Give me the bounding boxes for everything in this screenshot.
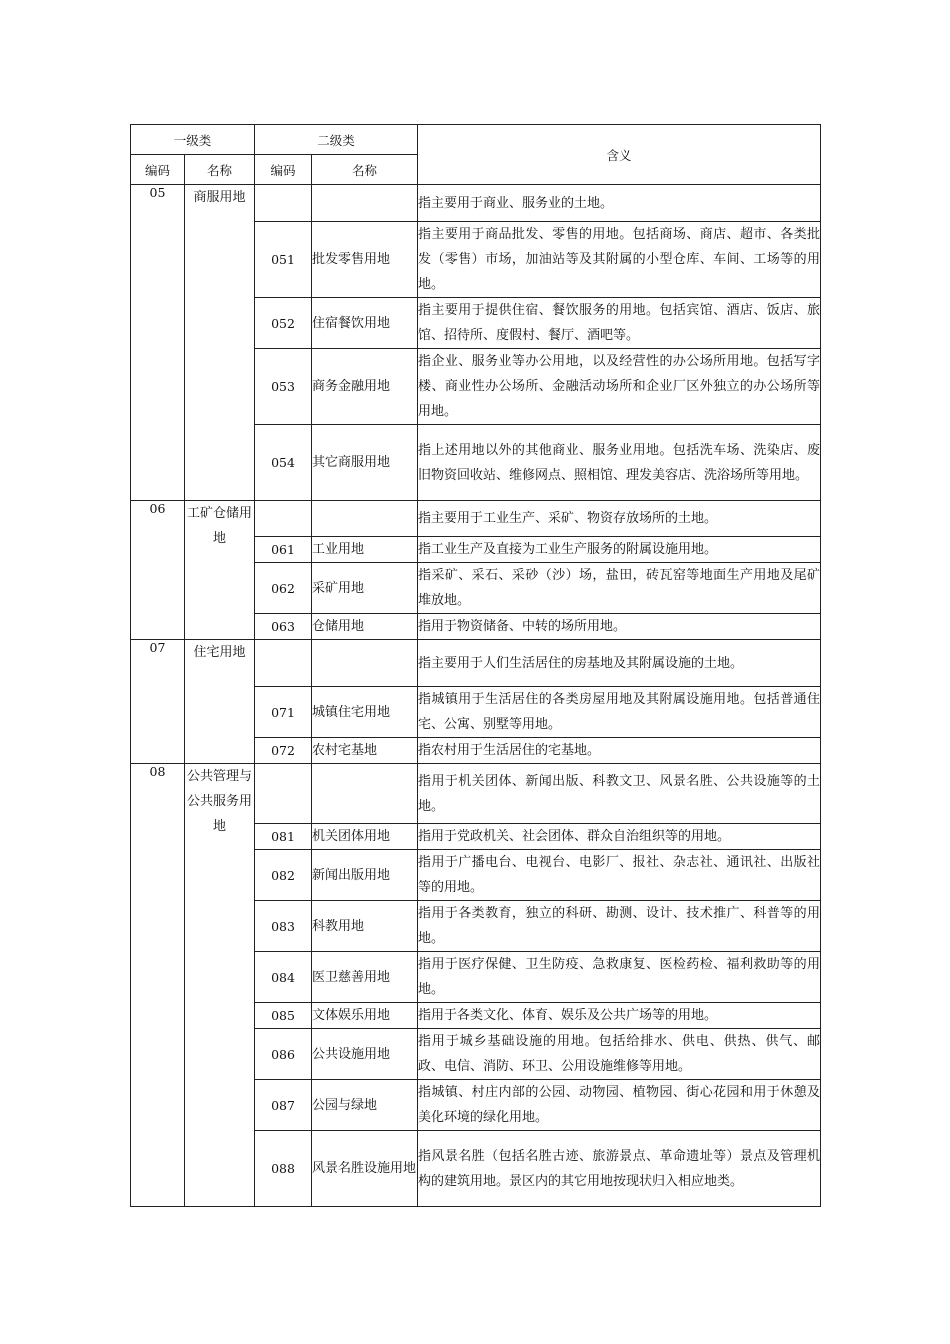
header-level1-code: 编码 (131, 155, 185, 185)
level1-code: 05 (131, 185, 185, 501)
level2-code: 061 (255, 537, 312, 563)
level2-name: 住宿餐饮用地 (312, 298, 418, 349)
level2-description: 指用于广播电台、电视台、电影厂、报社、杂志社、通讯社、出版社等的用地。 (418, 850, 821, 901)
level2-code: 081 (255, 824, 312, 850)
level2-description: 指城镇用于生活居住的各类房屋用地及其附属设施用地。包括普通住宅、公寓、别墅等用地。 (418, 687, 821, 738)
level2-name: 农村宅基地 (312, 738, 418, 764)
table-row (131, 640, 821, 687)
level2-code: 054 (255, 425, 312, 501)
level2-name: 文体娱乐用地 (312, 1003, 418, 1029)
level2-description: 指城镇、村庄内部的公园、动物园、植物园、街心花园和用于休憩及美化环境的绿化用地。 (418, 1080, 821, 1131)
table-row (131, 764, 821, 824)
level2-description: 指风景名胜（包括名胜古迹、旅游景点、革命遗址等）景点及管理机构的建筑用地。景区内的其它用地按现状归入相应地类。 (418, 1131, 821, 1207)
header-level1-name: 名称 (185, 155, 255, 185)
land-use-classification-table (130, 124, 821, 1207)
header-level2-name: 名称 (312, 155, 418, 185)
level2-name: 机关团体用地 (312, 824, 418, 850)
level2-description: 指企业、服务业等办公用地，以及经营性的办公场所用地。包括写字楼、商业性办公场所、金融活动场所和企业厂区外独立的办公场所等用地。 (418, 349, 821, 425)
level2-code: 086 (255, 1029, 312, 1080)
level2-code: 085 (255, 1003, 312, 1029)
level2-name: 风景名胜设施用地 (312, 1131, 418, 1207)
level1-code: 07 (131, 640, 185, 764)
level2-name: 批发零售用地 (312, 222, 418, 298)
level2-code: 071 (255, 687, 312, 738)
level1-description: 指用于机关团体、新闻出版、科教文卫、风景名胜、公共设施等的土地。 (418, 764, 821, 824)
level1-description: 指主要用于工业生产、采矿、物资存放场所的土地。 (418, 501, 821, 537)
level2-code: 051 (255, 222, 312, 298)
level1-description: 指主要用于人们生活居住的房基地及其附属设施的土地。 (418, 640, 821, 687)
level2-name: 医卫慈善用地 (312, 952, 418, 1003)
level2-name: 公共设施用地 (312, 1029, 418, 1080)
level2-code: 084 (255, 952, 312, 1003)
level2-description: 指用于各类文化、体育、娱乐及公共广场等的用地。 (418, 1003, 821, 1029)
level2-description: 指用于物资储备、中转的场所用地。 (418, 614, 821, 640)
level2-name: 其它商服用地 (312, 425, 418, 501)
level1-code: 08 (131, 764, 185, 1207)
table-row (131, 185, 821, 222)
level2-name: 科教用地 (312, 901, 418, 952)
level2-description: 指用于党政机关、社会团体、群众自治组织等的用地。 (418, 824, 821, 850)
level1-code: 06 (131, 501, 185, 640)
level2-code: 087 (255, 1080, 312, 1131)
level2-code: 088 (255, 1131, 312, 1207)
level2-code: 062 (255, 563, 312, 614)
level2-description: 指用于城乡基础设施的用地。包括给排水、供电、供热、供气、邮政、电信、消防、环卫、公用设施维修等用地。 (418, 1029, 821, 1080)
level2-description: 指主要用于提供住宿、餐饮服务的用地。包括宾馆、酒店、饭店、旅馆、招待所、度假村、餐厅、酒吧等。 (418, 298, 821, 349)
level2-code: 053 (255, 349, 312, 425)
header-level2: 二级类 (255, 125, 418, 155)
level2-code: 083 (255, 901, 312, 952)
header-level1: 一级类 (131, 125, 255, 155)
level2-description: 指用于各类教育，独立的科研、勘测、设计、技术推广、科普等的用地。 (418, 901, 821, 952)
level2-code: 052 (255, 298, 312, 349)
header-level2-code: 编码 (255, 155, 312, 185)
table-row (131, 501, 821, 537)
level2-description: 指用于医疗保健、卫生防疫、急救康复、医检药检、福利救助等的用地。 (418, 952, 821, 1003)
level2-name: 采矿用地 (312, 563, 418, 614)
level2-description: 指主要用于商品批发、零售的用地。包括商场、商店、超市、各类批发（零售）市场，加油站等及其附属的小型仓库、车间、工场等的用地。 (418, 222, 821, 298)
level2-name: 城镇住宅用地 (312, 687, 418, 738)
level1-name: 商服用地 (185, 185, 255, 501)
level1-name: 住宅用地 (185, 640, 255, 764)
level1-name: 工矿仓储用地 (185, 501, 255, 640)
level1-description: 指主要用于商业、服务业的土地。 (418, 185, 821, 222)
level2-description: 指采矿、采石、采砂（沙）场，盐田，砖瓦窑等地面生产用地及尾矿堆放地。 (418, 563, 821, 614)
level2-description: 指上述用地以外的其他商业、服务业用地。包括洗车场、洗染店、废旧物资回收站、维修网点、照相馆、理发美容店、洗浴场所等用地。 (418, 425, 821, 501)
level2-description: 指工业生产及直接为工业生产服务的附属设施用地。 (418, 537, 821, 563)
level2-code: 082 (255, 850, 312, 901)
header-meaning: 含义 (418, 125, 821, 185)
level2-code: 072 (255, 738, 312, 764)
level2-name: 新闻出版用地 (312, 850, 418, 901)
level2-name: 仓储用地 (312, 614, 418, 640)
level2-name: 公园与绿地 (312, 1080, 418, 1131)
level1-name: 公共管理与公共服务用地 (185, 764, 255, 1207)
level2-code: 063 (255, 614, 312, 640)
level2-description: 指农村用于生活居住的宅基地。 (418, 738, 821, 764)
level2-name: 商务金融用地 (312, 349, 418, 425)
level2-name: 工业用地 (312, 537, 418, 563)
